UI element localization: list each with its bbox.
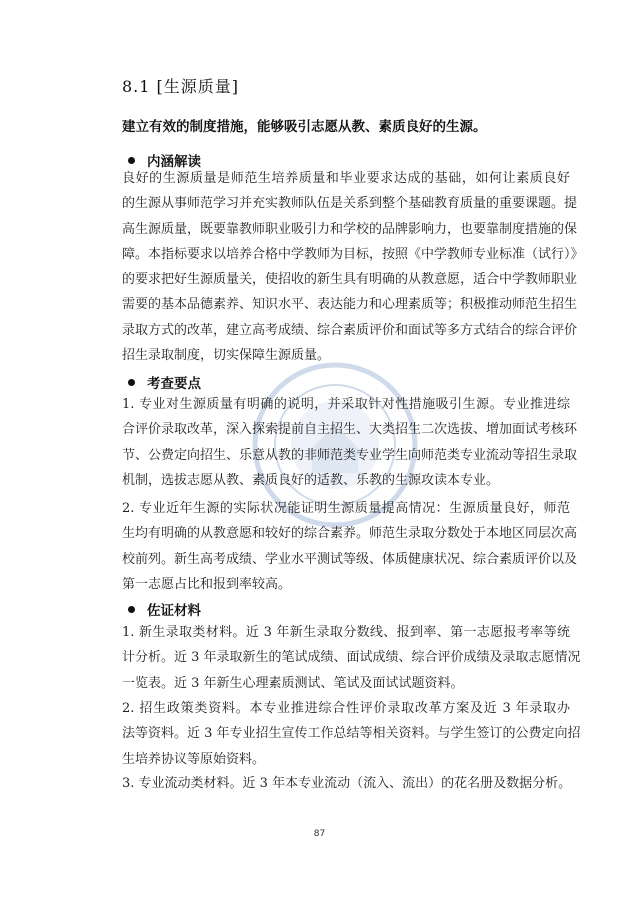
- standard-statement: 建立有效的制度措施，能够吸引志愿从教、素质良好的生源。: [122, 119, 487, 135]
- connotation-line: 招生录取制度，切实保障生源质量。: [122, 348, 331, 364]
- evidence-line: 1. 新生录取类材料。近 3 年新生录取分数线、报到率、第一志愿报考率等统: [122, 625, 570, 640]
- evidence-paragraph-1: [122, 620, 581, 696]
- key-points-line: 机制，选拔志愿从教、素质良好的适教、乐教的生源攻读本专业。: [122, 472, 500, 488]
- evidence-line: 生培养协议等原始资料。: [122, 751, 266, 767]
- key-points-line: 第一志愿占比和报到率较高。: [122, 576, 292, 592]
- evidence-paragraph-3: [122, 771, 570, 796]
- page-number: 87: [313, 829, 326, 839]
- connotation-line: 良好的生源质量是师范生培养质量和毕业要求达成的基础，如何让素质良好: [122, 171, 570, 186]
- evidence-heading-label: 佐证材料: [147, 603, 201, 619]
- connotation-paragraph: [122, 166, 584, 368]
- evidence-line: 法等资料。近 3 年专业招生宣传工作总结等相关资料。与学生签订的公费定向招: [122, 726, 581, 742]
- connotation-line: 的要求把好生源质量关，使招收的新生具有明确的从教意愿，适合中学教师职业: [122, 272, 578, 288]
- bullet-dot-icon: [128, 157, 135, 164]
- bullet-dot-icon: [128, 379, 135, 386]
- key-points-line: 2. 专业近年生源的实际状况能证明生源质量提高情况：生源质量良好，师范: [122, 501, 570, 516]
- connotation-heading-label: 内涵解读: [147, 154, 201, 170]
- connotation-line: 录取方式的改革，建立高考成绩、综合素质评价和面试等多方式结合的综合评价: [122, 322, 578, 338]
- key-points-paragraph-1: [122, 392, 578, 493]
- key-points-line: 1. 专业对生源质量有明确的说明，并采取针对性措施吸引生源。专业推进综: [122, 397, 570, 412]
- key-points-paragraph-2: [122, 496, 578, 597]
- connotation-line: 高生源质量，既要靠教师职业吸引力和学校的品牌影响力，也要靠制度措施的保: [122, 221, 578, 237]
- bullet-dot-icon: [128, 606, 135, 613]
- evidence-line: 一览表。近 3 年新生心理素质测试、笔试及面试试题资料。: [122, 675, 464, 691]
- evidence-paragraph-2: [122, 696, 581, 772]
- section-title: 8.1 [生源质量]: [122, 77, 240, 96]
- key-points-line: 合评价录取改革，深入探索提前自主招生、大类招生二次选拔、增加面试考核环: [122, 422, 578, 438]
- evidence-line: 计分析。近 3 年录取新生的笔试成绩、面试成绩、综合评价成绩及录取志愿情况: [122, 650, 581, 666]
- connotation-line: 障。本指标要求以培养合格中学教师为目标，按照《中学教师专业标准（试行）》: [122, 246, 584, 262]
- evidence-line: 2. 招生政策类资料。本专业推进综合性评价录取改革方案及近 3 年录取办: [122, 701, 570, 716]
- connotation-line: 需要的基本品德素养、知识水平、表达能力和心理素质等；积极推动师范生招生: [122, 297, 578, 313]
- key-points-heading-label: 考查要点: [147, 376, 201, 392]
- key-points-line: 生均有明确的从教意愿和较好的综合素养。师范生录取分数处于本地区同层次高: [122, 526, 578, 542]
- evidence-heading: [128, 599, 201, 619]
- key-points-line: 节、公费定向招生、乐意从教的非师范类专业学生向师范类专业流动等招生录取: [122, 447, 578, 463]
- connotation-line: 的生源从事师范学习并充实教师队伍是关系到整个基础教育质量的重要课题。提: [122, 196, 578, 212]
- evidence-line: 3. 专业流动类材料。近 3 年本专业流动（流入、流出）的花名册及数据分析。: [122, 776, 572, 791]
- key-points-heading: [128, 372, 201, 392]
- key-points-line: 校前列。新生高考成绩、学业水平测试等级、体质健康状况、综合素质评价以及: [122, 551, 578, 567]
